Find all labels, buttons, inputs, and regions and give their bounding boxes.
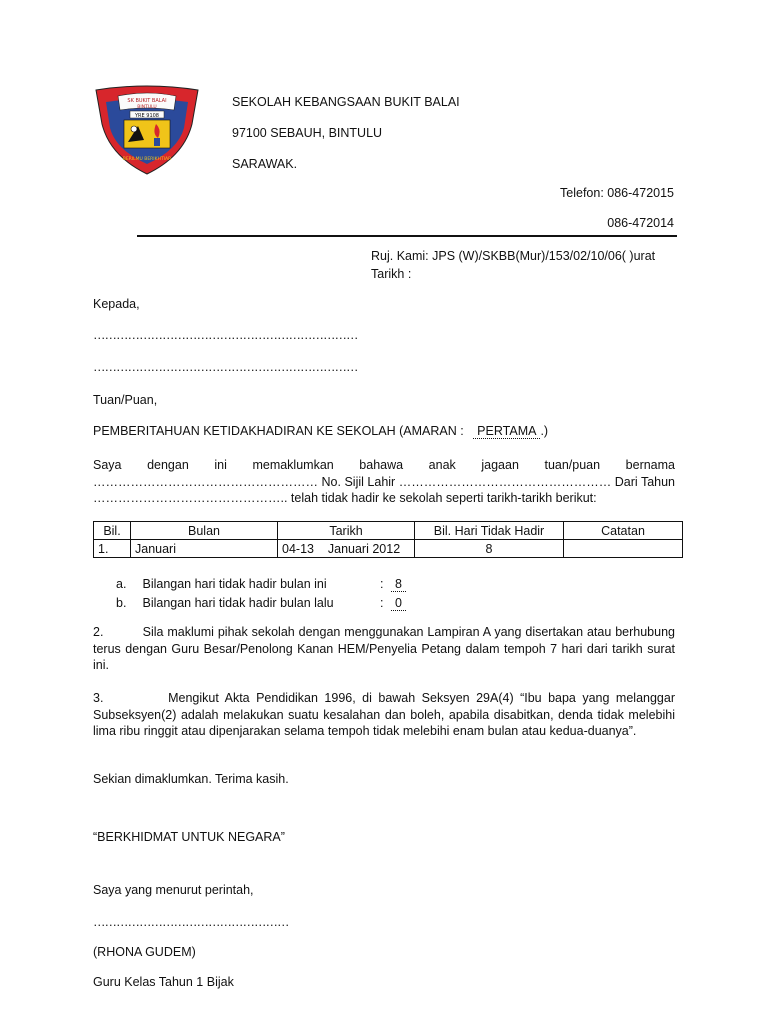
summary-a-text: Bilangan hari tidak hadir bulan ini xyxy=(142,577,327,591)
summary-b-label: b. xyxy=(116,596,127,610)
col-catatan: Catatan xyxy=(564,522,683,540)
signatory-name: (RHONA GUDEM) xyxy=(93,945,196,959)
warning-level: PERTAMA xyxy=(473,424,540,439)
header-divider xyxy=(137,235,677,237)
table-row xyxy=(94,540,683,558)
svg-text:SK BUKIT BALAI: SK BUKIT BALAI xyxy=(127,98,167,104)
school-name: SEKOLAH KEBANGSAAN BUKIT BALAI xyxy=(232,95,460,109)
salutation: Tuan/Puan, xyxy=(93,393,158,407)
closing-thanks: Sekian dimaklumkan. Terima kasih. xyxy=(93,772,289,786)
absence-table xyxy=(93,521,683,558)
recipient-line-1: …………………………………………………………… xyxy=(93,328,358,342)
recipient-line-2: …………………………………………………………… xyxy=(93,360,358,374)
cell-tarikh: 04-13 Januari 2012 xyxy=(278,540,415,558)
cell-bulan: Januari xyxy=(131,540,278,558)
paragraph-2: 2. Sila maklumi pihak sekolah dengan menggunakan Lampiran A yang disertakan atau berhubung terus dengan Guru Besar/Penolong Kanan HEM/Penyelia Petang dalam tempoh 7 hari dari tarikh surat ini. xyxy=(93,625,679,672)
reference-number: Ruj. Kami: JPS (W)/SKBB(Mur)/153/02/10/06( )urat xyxy=(371,249,656,263)
svg-text:BERILMU BERIKHTIAR: BERILMU BERIKHTIAR xyxy=(122,157,172,162)
summary-b-value: 0 xyxy=(391,596,406,611)
subject-title: PEMBERITAHUAN KETIDAKHADIRAN KE SEKOLAH (AMARAN : xyxy=(93,424,464,438)
summary-item-a xyxy=(116,577,406,591)
subject-close: .) xyxy=(540,424,549,438)
summary-item-b xyxy=(116,596,406,610)
summary-b-text: Bilangan hari tidak hadir bulan lalu xyxy=(142,596,334,610)
summary-a-colon: : xyxy=(379,577,384,591)
summary-a-value: 8 xyxy=(391,577,406,592)
col-bil: Bil. xyxy=(94,522,131,540)
phone-number: Telefon: 086-472015 xyxy=(560,186,674,200)
cell-bil: 1. xyxy=(94,540,131,558)
paragraph-3: 3. Mengikut Akta Pendidikan 1996, di bawah Seksyen 29A(4) “Ibu bapa yang melanggar Subseksyen(2) adalah melakukan suatu kesalahan dan boleh, apabila disabitkan, denda tidak melebihi lima ribu ringgit atau dipenjarakan selama tempoh tidak melebihi enam bulan atau kedua-duanya”. xyxy=(93,691,679,738)
school-address: 97100 SEBAUH, BINTULU xyxy=(232,126,383,140)
letter-subject xyxy=(93,424,548,438)
summary-b-colon: : xyxy=(379,596,384,610)
slogan: “BERKHIDMAT UNTUK NEGARA” xyxy=(93,830,285,844)
school-state: SARAWAK. xyxy=(232,157,298,171)
intro-paragraph: Saya dengan ini memaklumkan bahawa anak jagaan tuan/puan bernama ……………………………………………… No. Sijil Lahir …………………………………………… Dari Tahun ……………………………………….. telah tidak hadir ke sekolah seperti tarikh-tarikh berikut: xyxy=(93,458,675,505)
col-tarikh: Tarikh xyxy=(278,522,415,540)
phone-number-alt: 086-472014 xyxy=(607,216,674,230)
recipient-heading: Kepada, xyxy=(93,297,140,311)
cell-catatan xyxy=(564,540,683,558)
reference-date: Tarikh : xyxy=(371,267,412,281)
col-bil-hari: Bil. Hari Tidak Hadir xyxy=(415,522,564,540)
signature-line: …………………………………………… xyxy=(93,915,289,929)
svg-text:BINTULU: BINTULU xyxy=(137,105,157,110)
signatory-position: Guru Kelas Tahun 1 Bijak xyxy=(93,975,234,989)
school-crest-logo xyxy=(88,84,206,176)
cell-bil-hari: 8 xyxy=(415,540,564,558)
svg-text:YRE 9108: YRE 9108 xyxy=(134,113,160,119)
by-order: Saya yang menurut perintah, xyxy=(93,883,254,897)
summary-a-label: a. xyxy=(116,577,127,591)
col-bulan: Bulan xyxy=(131,522,278,540)
table-header-row xyxy=(94,522,683,540)
